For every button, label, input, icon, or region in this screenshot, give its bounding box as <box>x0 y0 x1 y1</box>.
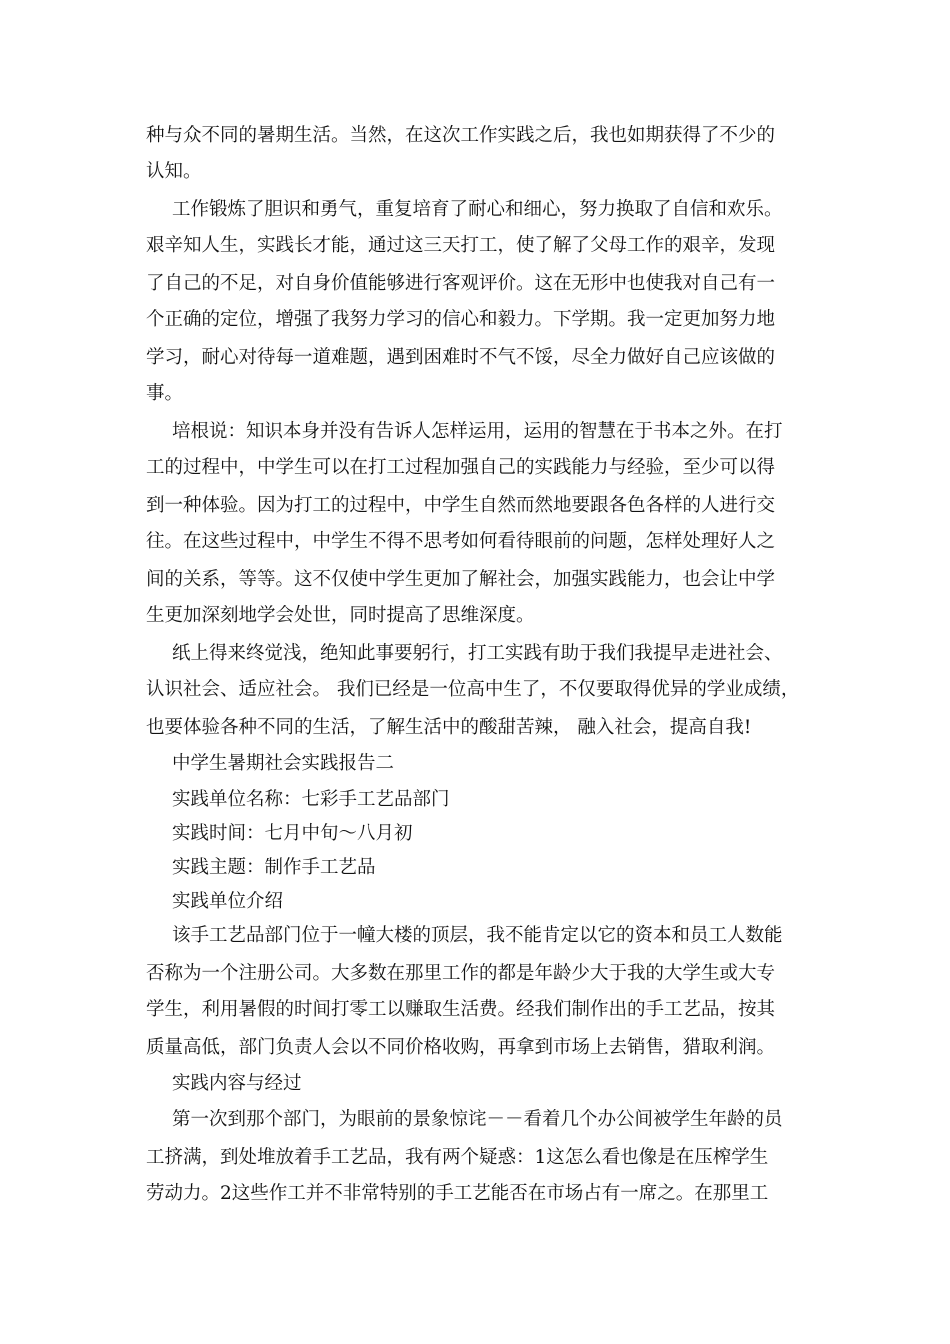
text-line: 认知。 <box>146 161 202 182</box>
text-line: 生更加深刻地学会处世，同时提高了思维深度。 <box>146 605 535 626</box>
section-title: 中学生暑期社会实践报告二 <box>172 753 395 774</box>
text-line: 艰辛知人生，实践长才能，通过这三天打工，使了解了父母工作的艰辛，发现 <box>146 235 776 256</box>
text-line: 认识社会、适应社会。 我们已经是一位高中生了，不仅要取得优异的学业成绩， <box>146 679 800 700</box>
paragraph-start-line: 该手工艺品部门位于一幢大楼的顶层，我不能肯定以它的资本和员工人数能 <box>172 925 783 946</box>
text-line: 也要体验各种不同的生活，了解生活中的酸甜苦辣， 融入社会，提高自我! <box>146 717 752 738</box>
paragraph-start-line: 培根说：知识本身并没有告诉人怎样运用，运用的智慧在于书本之外。在打 <box>172 421 783 442</box>
text-line: 到一种体验。因为打工的过程中，中学生自然而然地要跟各色各样的人进行交 <box>146 495 776 516</box>
paragraph-start-line: 第一次到那个部门，为眼前的景象惊诧－－看着几个办公间被学生年龄的员 <box>172 1109 783 1130</box>
paragraph-start-line: 工作锻炼了胆识和勇气，重复培育了耐心和细心，努力换取了自信和欢乐。 <box>172 199 783 220</box>
section-heading: 实践单位介绍 <box>172 891 284 912</box>
info-line-time: 实践时间：七月中旬～八月初 <box>172 823 413 844</box>
text-line: 质量高低，部门负责人会以不同价格收购，再拿到市场上去销售，猎取利润。 <box>146 1037 776 1058</box>
text-line: 事。 <box>146 383 184 404</box>
text-line: 工挤满，到处堆放着手工艺品，我有两个疑惑：1这怎么看也像是在压榨学生 <box>146 1147 769 1168</box>
text-line: 种与众不同的暑期生活。当然，在这次工作实践之后，我也如期获得了不少的 <box>146 125 776 146</box>
section-heading: 实践内容与经过 <box>172 1073 302 1094</box>
info-line-theme: 实践主题：制作手工艺品 <box>172 857 376 878</box>
text-line: 劳动力。2这些作工并不非常特别的手工艺能否在市场占有一席之。在那里工 <box>146 1183 769 1204</box>
text-line: 往。在这些过程中，中学生不得不思考如何看待眼前的问题，怎样处理好人之 <box>146 531 776 552</box>
text-line: 学习，耐心对待每一道难题，遇到困难时不气不馁，尽全力做好自己应该做的 <box>146 347 776 368</box>
text-line: 间的关系，等等。这不仅使中学生更加了解社会，加强实践能力，也会让中学 <box>146 569 776 590</box>
text-line: 工的过程中，中学生可以在打工过程加强自己的实践能力与经验，至少可以得 <box>146 457 776 478</box>
text-line: 否称为一个注册公司。大多数在那里工作的都是年龄少大于我的大学生或大专 <box>146 963 776 984</box>
text-line: 了自己的不足，对自身价值能够进行客观评价。这在无形中也使我对自己有一 <box>146 273 776 294</box>
text-line: 学生，利用暑假的时间打零工以赚取生活费。经我们制作出的手工艺品，按其 <box>146 999 776 1020</box>
text-line: 个正确的定位，增强了我努力学习的信心和毅力。下学期。我一定更加努力地 <box>146 309 776 330</box>
paragraph-start-line: 纸上得来终觉浅，绝知此事要躬行，打工实践有助于我们我提早走进社会、 <box>172 643 783 664</box>
info-line-unit-name: 实践单位名称：七彩手工艺品部门 <box>172 789 450 810</box>
